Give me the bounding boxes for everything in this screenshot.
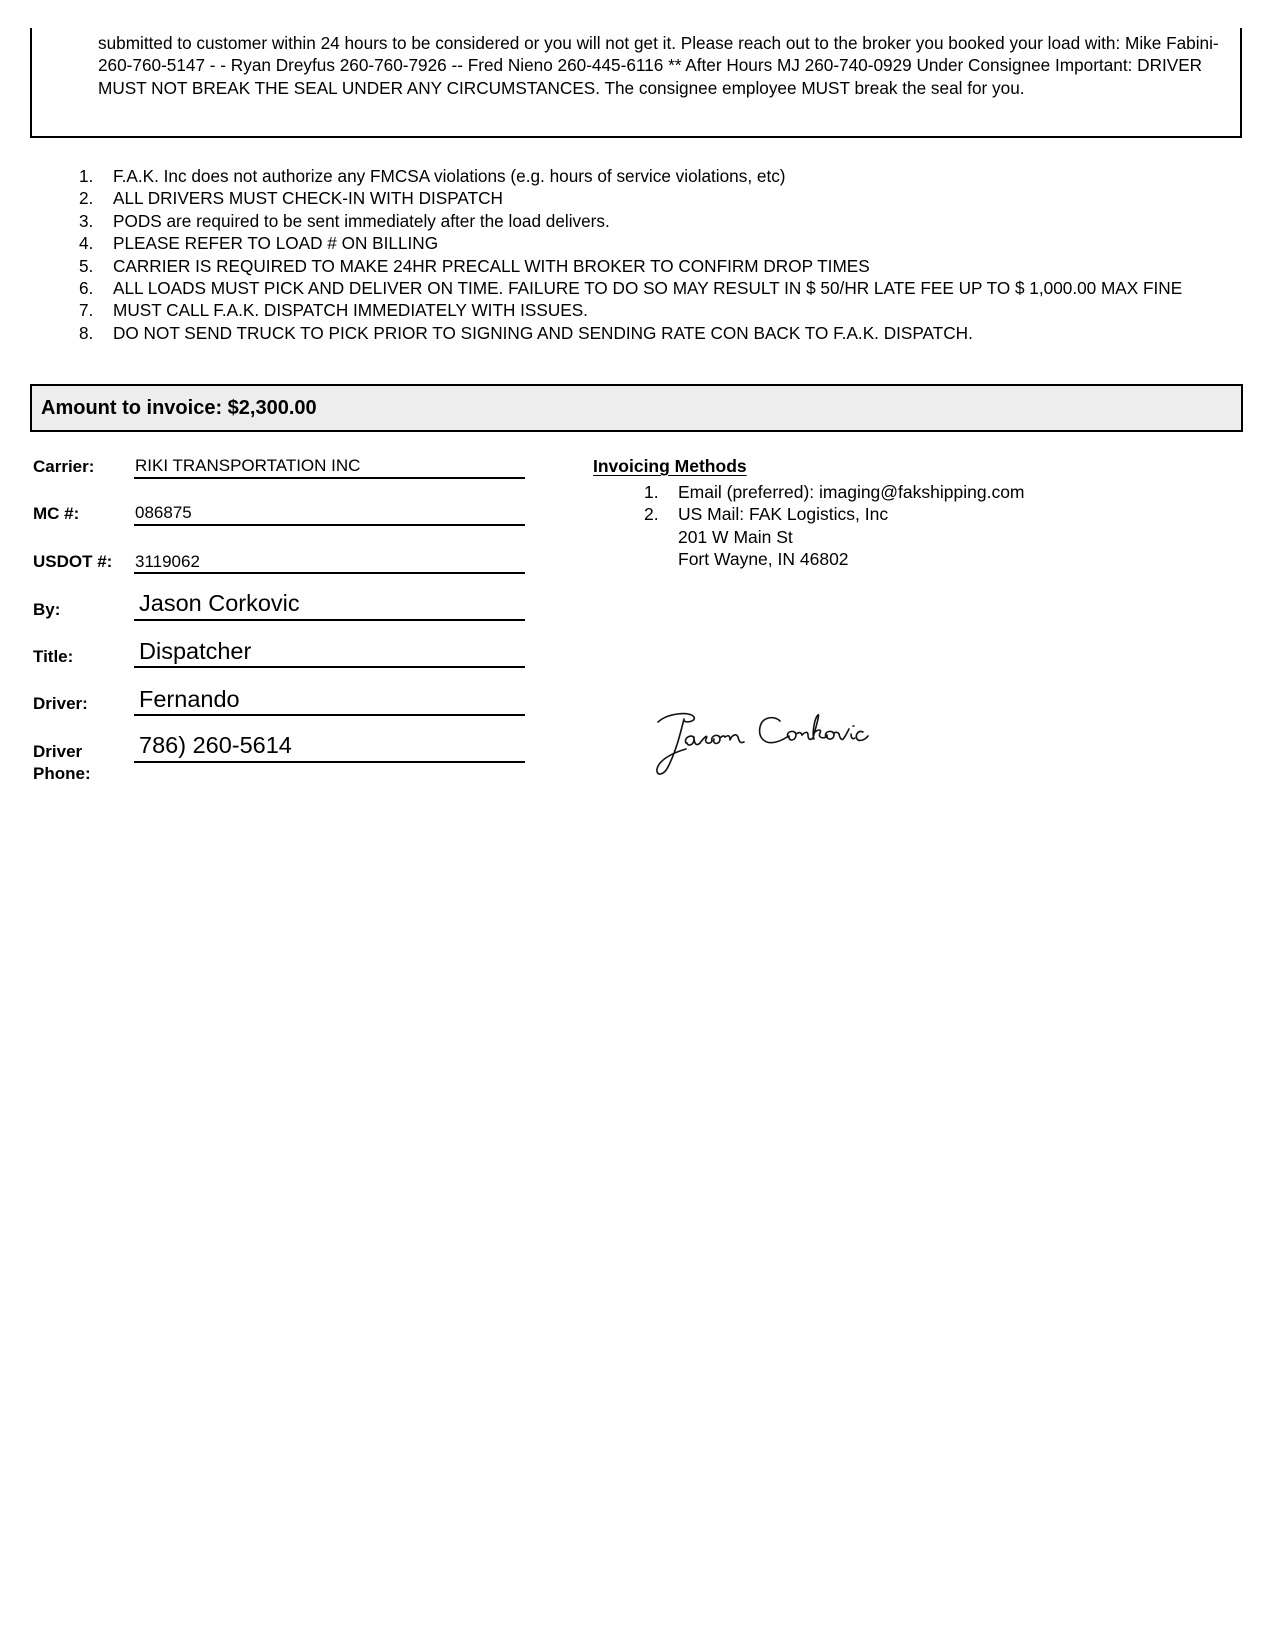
rule-item [70, 232, 1245, 254]
rule-text: ALL LOADS MUST PICK AND DELIVER ON TIME. FAILURE TO DO SO MAY RESULT IN $ 50/HR LATE FEE UP TO $ 1,000.00 MAX FINE [113, 278, 1183, 299]
driver-underline [134, 714, 525, 716]
invoicing-method-item [640, 481, 1025, 503]
rule-text: ALL DRIVERS MUST CHECK-IN WITH DISPATCH [113, 188, 503, 209]
driver-phone-label-line-2: Phone: [33, 764, 91, 783]
usdot-label: USDOT #: [33, 552, 113, 571]
rule-item [70, 277, 1245, 299]
rule-text: DO NOT SEND TRUCK TO PICK PRIOR TO SIGNING AND SENDING RATE CON BACK TO F.A.K. DISPATCH. [113, 322, 973, 343]
invoicing-mail-company-line: US Mail: FAK Logistics, Inc [678, 504, 889, 525]
mc-number-value: 086875 [135, 503, 192, 522]
driver-phone-label [33, 741, 91, 785]
load-notes-text: submitted to customer within 24 hours to be considered or you will not get it. Please reach out to the broker you booked your load with: Mike Fabini- 260-760-5147 - - Ryan Dreyfus 260-760-7926 -- Fred Nieno 260-445-6116 ** After Hours MJ 260-740-0929 Under Consignee Important: DRIVER MUST NOT BREAK THE SEAL UNDER ANY CIRCUMSTANCES. The consignee employee MUST break the seal for you. [98, 33, 1219, 98]
signature-text: Jason Corkovic [650, 779, 658, 780]
usdot-underline [134, 572, 525, 574]
invoicing-method-number: 1. [644, 482, 659, 502]
rule-text: PODS are required to be sent immediately after the load delivers. [113, 210, 610, 231]
amount-to-invoice-text: Amount to invoice: $2,300.00 [41, 397, 317, 419]
carrier-underline [134, 477, 525, 479]
handwritten-signature [650, 705, 910, 780]
invoicing-methods-list [640, 481, 1025, 571]
rule-number: 7. [79, 300, 94, 321]
load-notes-box [30, 28, 1242, 138]
rule-text: F.A.K. Inc does not authorize any FMCSA violations (e.g. hours of service violations, etc) [113, 166, 786, 186]
title-value: Dispatcher [139, 638, 252, 664]
rule-item [70, 165, 1245, 187]
invoicing-method-number: 2. [644, 504, 659, 525]
rule-number: 3. [79, 210, 94, 231]
title-label: Title: [33, 647, 74, 666]
carrier-value: RIKI TRANSPORTATION INC [135, 456, 361, 475]
driver-phone-underline [134, 761, 525, 763]
rule-number: 6. [79, 278, 94, 299]
rule-number: 2. [79, 188, 94, 209]
rule-item [70, 210, 1245, 232]
usdot-value: 3119062 [135, 552, 200, 571]
rule-item [70, 187, 1245, 209]
rule-item [70, 299, 1245, 321]
rule-item [70, 255, 1245, 277]
by-value: Jason Corkovic [139, 590, 300, 616]
invoicing-mail-city-line: Fort Wayne, IN 46802 [678, 549, 849, 570]
invoicing-method-item [640, 503, 1025, 570]
rule-text: PLEASE REFER TO LOAD # ON BILLING [113, 233, 439, 254]
driver-label: Driver: [33, 694, 88, 713]
rule-text: CARRIER IS REQUIRED TO MAKE 24HR PRECALL WITH BROKER TO CONFIRM DROP TIMES [113, 255, 870, 276]
invoicing-email-line: Email (preferred): imaging@fakshipping.com [678, 482, 1025, 502]
rule-text: MUST CALL F.A.K. DISPATCH IMMEDIATELY WITH ISSUES. [113, 300, 588, 321]
carrier-label: Carrier: [33, 457, 95, 476]
carrier-rules-list [70, 165, 1245, 344]
rule-number: 4. [79, 233, 94, 254]
by-label: By: [33, 600, 61, 619]
invoicing-methods-title: Invoicing Methods [593, 456, 747, 476]
mc-number-label: MC #: [33, 504, 80, 523]
rule-number: 1. [79, 166, 94, 186]
driver-value: Fernando [139, 686, 240, 712]
driver-phone-value: 786) 260-5614 [139, 732, 292, 758]
amount-to-invoice-box [30, 384, 1243, 432]
invoicing-mail-street-line: 201 W Main St [678, 526, 793, 547]
title-underline [134, 666, 525, 668]
rule-number: 8. [79, 322, 94, 343]
rule-number: 5. [79, 255, 94, 276]
rule-item [70, 322, 1245, 344]
driver-phone-label-line-1: Driver [33, 742, 83, 761]
by-underline [134, 619, 525, 621]
mc-number-underline [134, 524, 525, 526]
